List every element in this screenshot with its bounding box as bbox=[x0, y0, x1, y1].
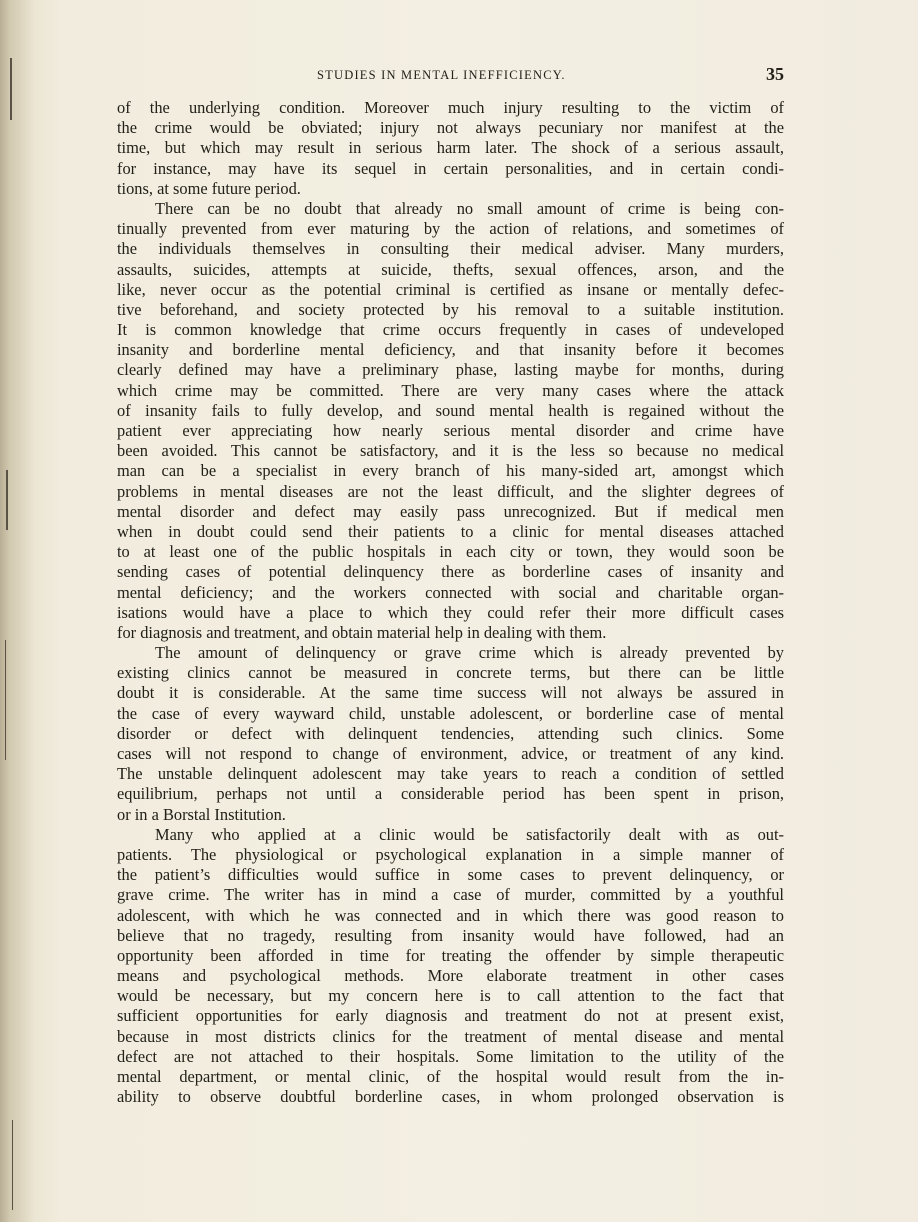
text-line: There can be no doubt that already no small amount of crime is being con- bbox=[155, 198, 784, 218]
text-line: patient ever appreciating how nearly serious mental disorder and crime have bbox=[117, 421, 784, 440]
text-line: cases will not respond to change of environment, advice, or treatment of any kind. bbox=[117, 744, 784, 763]
running-head: STUDIES IN MENTAL INEFFICIENCY. bbox=[317, 68, 566, 82]
text-line: to at least one of the public hospitals in each city or town, they would soon be bbox=[117, 542, 784, 562]
text-line: mental disorder and defect may easily pass unrecognized. But if medical men bbox=[117, 501, 784, 521]
text-line: would be necessary, but my concern here is to call attention to the fact that bbox=[117, 986, 784, 1006]
text-line: believe that no tragedy, resulting from insanity would have followed, had an bbox=[117, 925, 784, 945]
text-line: disorder or defect with delinquent tendencies, attending such clinics. Some bbox=[117, 723, 784, 743]
text-line: sufficient opportunities for early diagnosis and treatment do not at present exist, bbox=[117, 1006, 784, 1026]
text-line: grave crime. The writer has in mind a case of murder, committed by a youthful bbox=[117, 885, 784, 905]
text-line: the crime would be obviated; injury not always pecuniary nor manifest at the bbox=[117, 118, 784, 138]
gutter-mark bbox=[10, 58, 12, 120]
text-line: existing clinics cannot be measured in concrete terms, but there can be little bbox=[117, 663, 784, 683]
text-line: like, never occur as the potential criminal is certified as insane or mentally defec- bbox=[117, 279, 784, 299]
body-text bbox=[117, 98, 784, 1107]
text-line: man can be a specialist in every branch of his many-sided art, amongst which bbox=[117, 461, 784, 481]
text-line: for diagnosis and treatment, and obtain material help in dealing with them. bbox=[117, 622, 607, 642]
text-line: adolescent, with which he was connected and in which there was good reason to bbox=[117, 905, 784, 925]
text-line: of insanity fails to fully develop, and sound mental health is regained without the bbox=[117, 400, 784, 420]
text-line: doubt it is considerable. At the same time success will not always be assured in bbox=[117, 683, 784, 703]
text-line: mental department, or mental clinic, of the hospital would result from the in- bbox=[117, 1067, 784, 1086]
text-line: ability to observe doubtful borderline cases, in whom prolonged observation is bbox=[117, 1087, 784, 1107]
text-line: sending cases of potential delinquency there as borderline cases of insanity and bbox=[117, 562, 784, 582]
text-line: tions, at some future period. bbox=[117, 178, 301, 198]
text-line: means and psychological methods. More elaborate treatment in other cases bbox=[117, 966, 784, 986]
text-line: the patient’s difficulties would suffice in some cases to prevent delinquency, or bbox=[117, 865, 784, 885]
text-line: which crime may be committed. There are very many cases where the attack bbox=[117, 380, 784, 400]
text-line: defect are not attached to their hospitals. Some limitation to the utility of the bbox=[117, 1046, 784, 1066]
gutter-mark bbox=[12, 1120, 13, 1210]
text-line: of the underlying condition. Moreover much injury resulting to the victim of bbox=[117, 98, 784, 117]
gutter-mark bbox=[6, 470, 8, 530]
text-line: The unstable delinquent adolescent may take years to reach a condition of settled bbox=[117, 764, 784, 784]
text-line: equilibrium, perhaps not until a considerable period has been spent in prison, bbox=[117, 784, 784, 804]
text-line: insanity and borderline mental deficiency, and that insanity before it becomes bbox=[117, 340, 784, 360]
text-line: the individuals themselves in consulting their medical adviser. Many murders, bbox=[117, 239, 784, 259]
text-line: assaults, suicides, attempts at suicide, thefts, sexual offences, arson, and the bbox=[117, 259, 784, 279]
text-line: tinually prevented from ever maturing by the action of relations, and sometimes of bbox=[117, 219, 784, 239]
text-line: because in most districts clinics for the treatment of mental disease and mental bbox=[117, 1026, 784, 1046]
text-line: It is common knowledge that crime occurs frequently in cases of undeveloped bbox=[117, 320, 784, 340]
page-number: 35 bbox=[766, 64, 784, 84]
text-line: for instance, may have its sequel in certain personalities, and in certain condi- bbox=[117, 158, 784, 178]
page-header bbox=[117, 64, 784, 88]
text-line: tive beforehand, and society protected by his removal to a suitable institution. bbox=[117, 299, 784, 319]
text-line: clearly defined may have a preliminary phase, lasting maybe for months, during bbox=[117, 360, 784, 380]
text-line: Many who applied at a clinic would be satisfactorily dealt with as out- bbox=[155, 824, 784, 844]
text-line: patients. The physiological or psychological explanation in a simple manner of bbox=[117, 844, 784, 864]
text-line: been avoided. This cannot be satisfactory, and it is the less so because no medical bbox=[117, 441, 784, 461]
text-line: The amount of delinquency or grave crime which is already prevented by bbox=[155, 643, 784, 663]
text-line: isations would have a place to which they could refer their more difficult cases bbox=[117, 602, 784, 622]
text-line: the case of every wayward child, unstable adolescent, or borderline case of mental bbox=[117, 703, 784, 723]
text-line: time, but which may result in serious harm later. The shock of a serious assault, bbox=[117, 138, 784, 158]
gutter-mark bbox=[5, 640, 6, 760]
text-line: when in doubt could send their patients to a clinic for mental diseases attached bbox=[117, 521, 784, 541]
text-line: or in a Borstal Institution. bbox=[117, 804, 286, 824]
text-line: opportunity been afforded in time for treating the offender by simple therapeutic bbox=[117, 945, 784, 965]
binding-gutter bbox=[0, 0, 34, 1222]
text-line: mental deficiency; and the workers connected with social and charitable organ- bbox=[117, 582, 784, 602]
text-line: problems in mental diseases are not the least difficult, and the slighter degrees of bbox=[117, 481, 784, 501]
